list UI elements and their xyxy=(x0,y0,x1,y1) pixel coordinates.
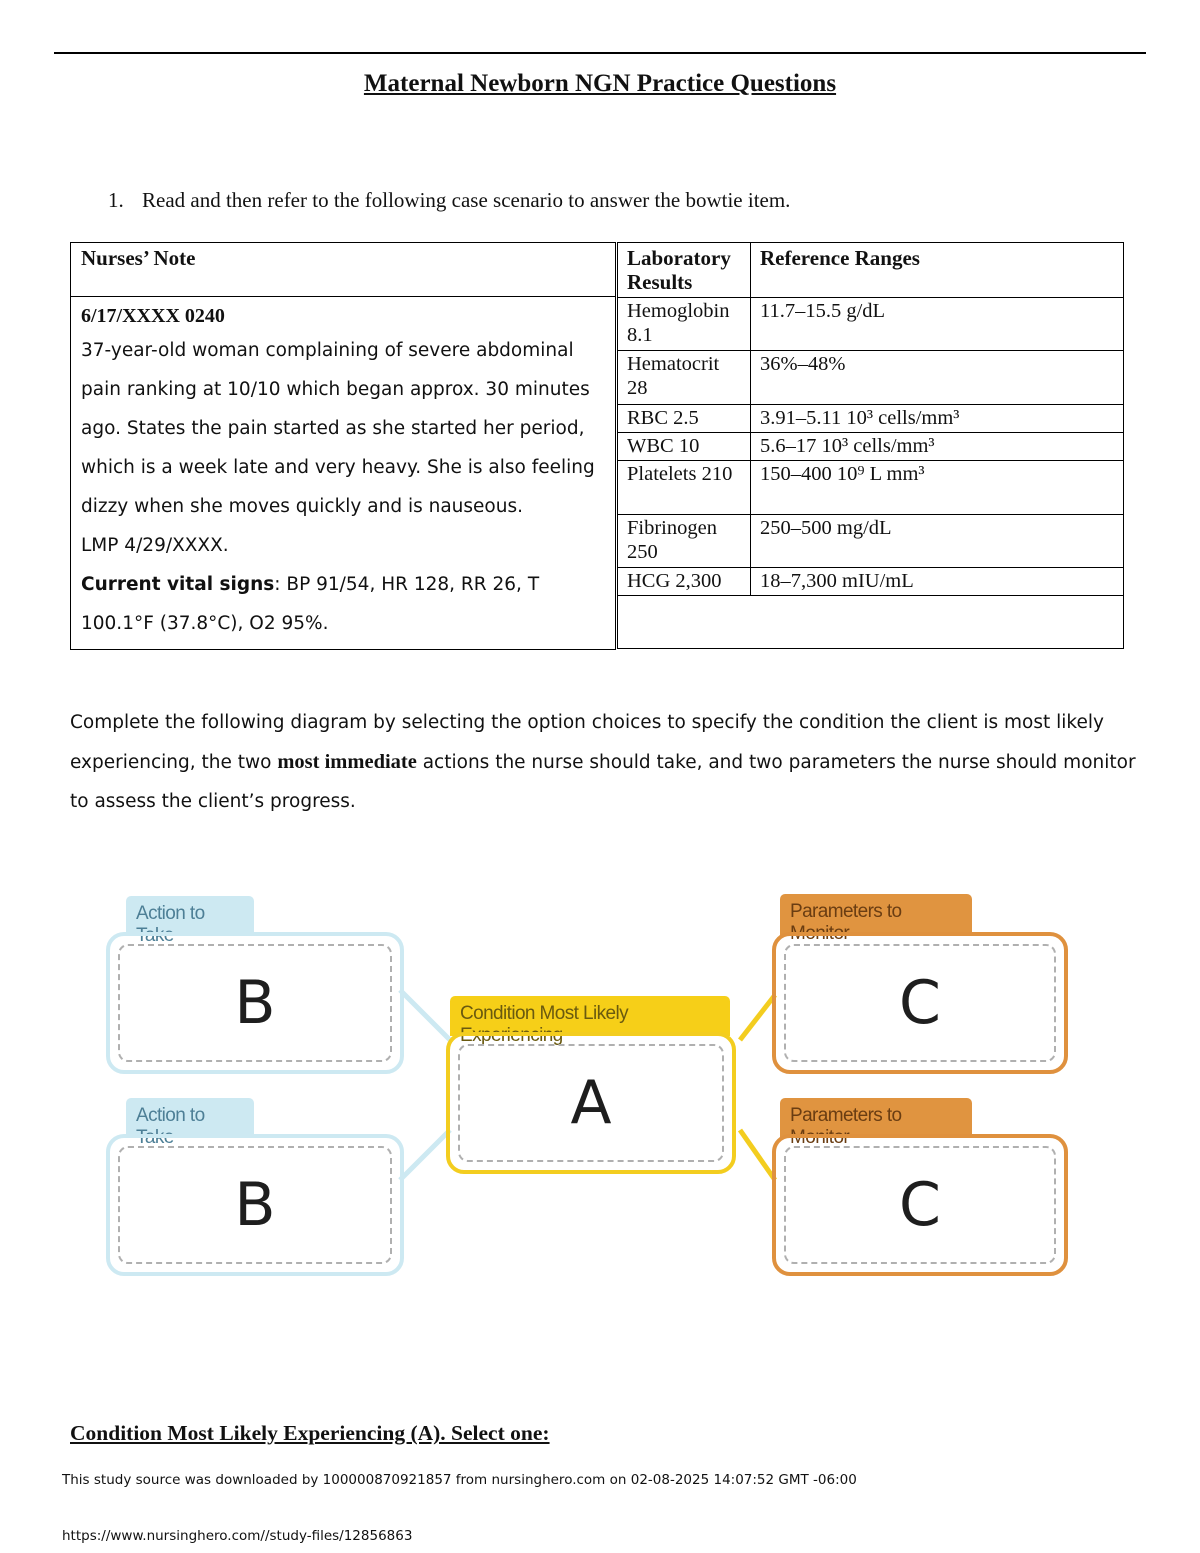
action-letter: B xyxy=(234,968,276,1038)
condition-letter: A xyxy=(570,1068,612,1138)
bowtie-diagram xyxy=(100,890,1080,1290)
reference-range-cell: 18–7,300 mIU/mL xyxy=(751,568,1124,596)
nurses-note-body xyxy=(71,297,615,647)
action-box-2[interactable] xyxy=(106,1134,404,1276)
connector-line xyxy=(740,995,775,1040)
lab-result-cell: Fibrinogen 250 xyxy=(618,515,751,568)
lab-result-cell: Hemoglobin 8.1 xyxy=(618,298,751,351)
lab-result-cell: Platelets 210 xyxy=(618,461,751,515)
vital-signs-line xyxy=(81,565,605,604)
parameter-box-2[interactable] xyxy=(772,1134,1068,1276)
instructions-text-end: actions the nurse should take, and two parameters the nurse should monitor to assess the client’s progress. xyxy=(70,751,1136,812)
lab-result-cell: WBC 10 xyxy=(618,433,751,461)
vital-signs-values: : BP 91/54, HR 128, RR 26, T xyxy=(274,574,540,595)
page-title: Maternal Newborn NGN Practice Questions xyxy=(363,70,837,97)
question-text: Read and then refer to the following case scenario to answer the bowtie item. xyxy=(142,188,791,212)
lab-result-cell: Hematocrit 28 xyxy=(618,351,751,405)
connector-line xyxy=(400,1130,450,1180)
reference-range-cell: 11.7–15.5 g/dL xyxy=(751,298,1124,351)
question-number: 1. xyxy=(108,188,124,212)
note-datetime: 6/17/XXXX 0240 xyxy=(81,305,225,327)
action-box-1[interactable] xyxy=(106,932,404,1074)
select-heading: Condition Most Likely Experiencing (A). Select one: xyxy=(70,1421,550,1445)
condition-box[interactable] xyxy=(446,1032,736,1174)
action-tag-2: Action to Take xyxy=(126,1098,254,1138)
note-line: LMP 4/29/XXXX. xyxy=(81,535,229,556)
reference-range-cell: 5.6–17 10³ cells/mm³ xyxy=(751,433,1124,461)
action-letter: B xyxy=(234,1170,276,1240)
reference-range-cell: 150–400 10⁹ L mm³ xyxy=(751,461,1124,515)
reference-ranges-header: Reference Ranges xyxy=(751,243,1124,298)
note-line: dizzy when she moves quickly and is nauseous. xyxy=(81,496,523,517)
source-url[interactable]: https://www.nursinghero.com//study-files/12856863 xyxy=(62,1528,413,1544)
vital-signs-label: Current vital signs xyxy=(81,574,275,595)
reference-range-cell: 36%–48% xyxy=(751,351,1124,405)
lab-results-table xyxy=(617,242,1124,649)
connector-line xyxy=(400,990,450,1040)
top-rule xyxy=(54,52,1146,54)
instructions-text: Complete the following diagram by selecting the option choices to specify the condition the client is most likely experiencing, the two xyxy=(70,712,1104,773)
note-line: which is a week late and very heavy. She is also feeling xyxy=(81,457,595,478)
note-line: pain ranking at 10/10 which began approx. 30 minutes xyxy=(81,379,590,400)
parameter-letter: C xyxy=(899,968,941,1038)
download-notice: This study source was downloaded by 100000870921857 from nursinghero.com on 02-08-2025 14:07:52 GMT -06:00 xyxy=(62,1472,857,1488)
reference-range-cell: 3.91–5.11 10³ cells/mm³ xyxy=(751,405,1124,433)
note-line: 37-year-old woman complaining of severe abdominal xyxy=(81,340,574,361)
lab-result-cell: RBC 2.5 xyxy=(618,405,751,433)
parameter-tag-1: Parameters to Monitor xyxy=(780,894,972,936)
note-line: ago. States the pain started as she started her period, xyxy=(81,418,585,439)
condition-tag: Condition Most Likely Experiencing xyxy=(450,996,730,1036)
lab-empty-cell xyxy=(618,596,1124,649)
action-tag-1: Action to Take xyxy=(126,896,254,936)
nurses-note-header: Nurses’ Note xyxy=(71,243,615,297)
lab-result-cell: HCG 2,300 xyxy=(618,568,751,596)
lab-results-header: Laboratory Results xyxy=(618,243,751,298)
question-1-prompt xyxy=(108,188,790,213)
parameter-box-1[interactable] xyxy=(772,932,1068,1074)
vital-signs-line-2: 100.1°F (37.8°C), O2 95%. xyxy=(81,613,329,634)
reference-range-cell: 250–500 mg/dL xyxy=(751,515,1124,568)
nurses-note-panel xyxy=(70,242,616,650)
instructions-emphasis: most immediate xyxy=(277,750,417,773)
connector-line xyxy=(740,1130,775,1180)
instructions xyxy=(70,703,1140,822)
parameter-letter: C xyxy=(899,1170,941,1240)
parameter-tag-2: Parameters to Monitor xyxy=(780,1098,972,1138)
